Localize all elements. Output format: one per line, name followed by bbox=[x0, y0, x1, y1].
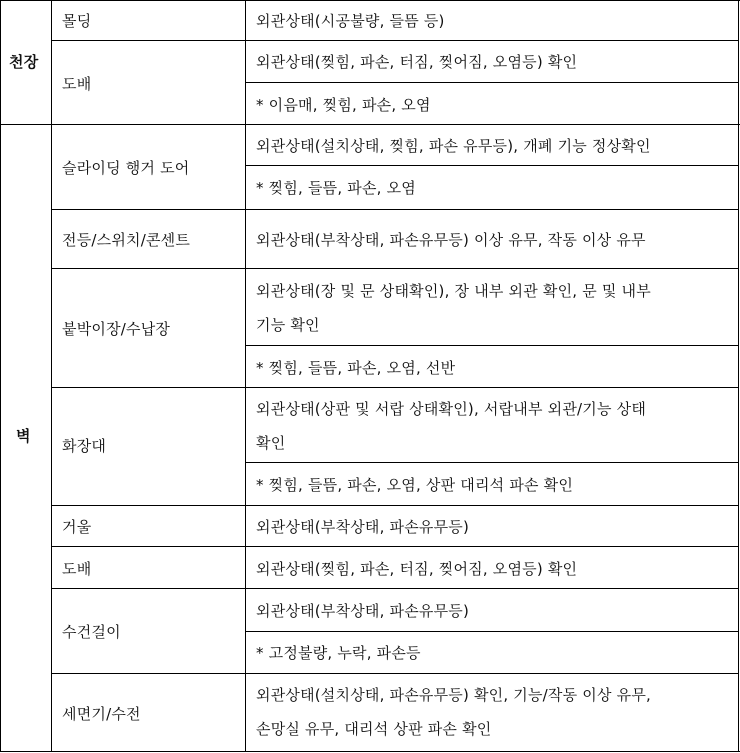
row-divider bbox=[51, 268, 739, 269]
detail-text: 외관상태(상판 및 서랍 상태확인), 서랍내부 외관/기능 상태 bbox=[256, 400, 647, 418]
row-divider bbox=[51, 505, 739, 506]
section-label-ceiling: 천장 bbox=[9, 53, 39, 71]
detail-text: 외관상태(찢힘, 파손, 터짐, 찢어짐, 오염등) 확인 bbox=[256, 560, 578, 578]
item-name-molding: 몰딩 bbox=[62, 12, 92, 30]
row-divider bbox=[51, 588, 739, 589]
subrow-divider bbox=[245, 165, 739, 166]
subrow-divider bbox=[245, 345, 739, 346]
detail-text: 손망실 유무, 대리석 상판 파손 확인 bbox=[256, 720, 492, 738]
item-name-lights-switches: 전등/스위치/콘센트 bbox=[62, 231, 191, 249]
subrow-divider bbox=[245, 82, 739, 83]
item-name-wallpaper-ceiling: 도배 bbox=[62, 75, 92, 93]
detail-text: 외관상태(설치상태, 파손유무등) 확인, 기능/작동 이상 유무, bbox=[256, 686, 651, 704]
item-name-mirror: 거울 bbox=[62, 518, 92, 536]
table-border-right bbox=[738, 0, 739, 752]
item-name-built-in-closet: 붙박이장/수납장 bbox=[62, 320, 171, 338]
column-divider-2 bbox=[245, 0, 246, 752]
detail-text: * 찢힘, 들뜸, 파손, 오염, 선반 bbox=[256, 359, 456, 377]
detail-text: 기능 확인 bbox=[256, 316, 320, 334]
detail-text: 외관상태(부착상태, 파손유무등) bbox=[256, 518, 470, 536]
detail-text: 외관상태(부착상태, 파손유무등) bbox=[256, 602, 470, 620]
item-name-sliding-door: 슬라이딩 행거 도어 bbox=[62, 159, 190, 177]
subrow-divider bbox=[245, 462, 739, 463]
detail-text: 외관상태(부착상태, 파손유무등) 이상 유무, 작동 이상 유무 bbox=[256, 231, 646, 249]
row-divider bbox=[51, 40, 739, 41]
item-name-wallpaper-wall: 도배 bbox=[62, 560, 92, 578]
section-divider bbox=[0, 124, 740, 125]
detail-text: 외관상태(찢힘, 파손, 터짐, 찢어짐, 오염등) 확인 bbox=[256, 53, 578, 71]
row-divider bbox=[51, 387, 739, 388]
item-name-towel-bar: 수건걸이 bbox=[62, 623, 121, 641]
detail-text: 외관상태(장 및 문 상태확인), 장 내부 외관 확인, 문 및 내부 bbox=[256, 282, 651, 300]
section-label-wall: 벽 bbox=[16, 427, 31, 445]
item-name-sink-faucet: 세면기/수전 bbox=[62, 705, 141, 723]
detail-text: * 고정불량, 누락, 파손등 bbox=[256, 644, 421, 662]
table-border-top bbox=[0, 0, 740, 1]
subrow-divider bbox=[245, 631, 739, 632]
table-border-left bbox=[0, 0, 1, 752]
detail-text: * 찢힘, 들뜸, 파손, 오염 bbox=[256, 179, 416, 197]
detail-text: 외관상태(설치상태, 찢힘, 파손 유무등), 개폐 기능 정상확인 bbox=[256, 137, 651, 155]
detail-text: * 찢힘, 들뜸, 파손, 오염, 상판 대리석 파손 확인 bbox=[256, 476, 574, 494]
row-divider bbox=[51, 546, 739, 547]
detail-text: 외관상태(시공불량, 들뜸 등) bbox=[256, 12, 445, 30]
detail-text: 확인 bbox=[256, 434, 286, 452]
item-name-vanity: 화장대 bbox=[62, 437, 107, 455]
row-divider bbox=[51, 209, 739, 210]
table-border-bottom bbox=[0, 751, 740, 752]
row-divider bbox=[51, 673, 739, 674]
column-divider-1 bbox=[51, 0, 52, 752]
detail-text: * 이음매, 찢힘, 파손, 오염 bbox=[256, 96, 431, 114]
